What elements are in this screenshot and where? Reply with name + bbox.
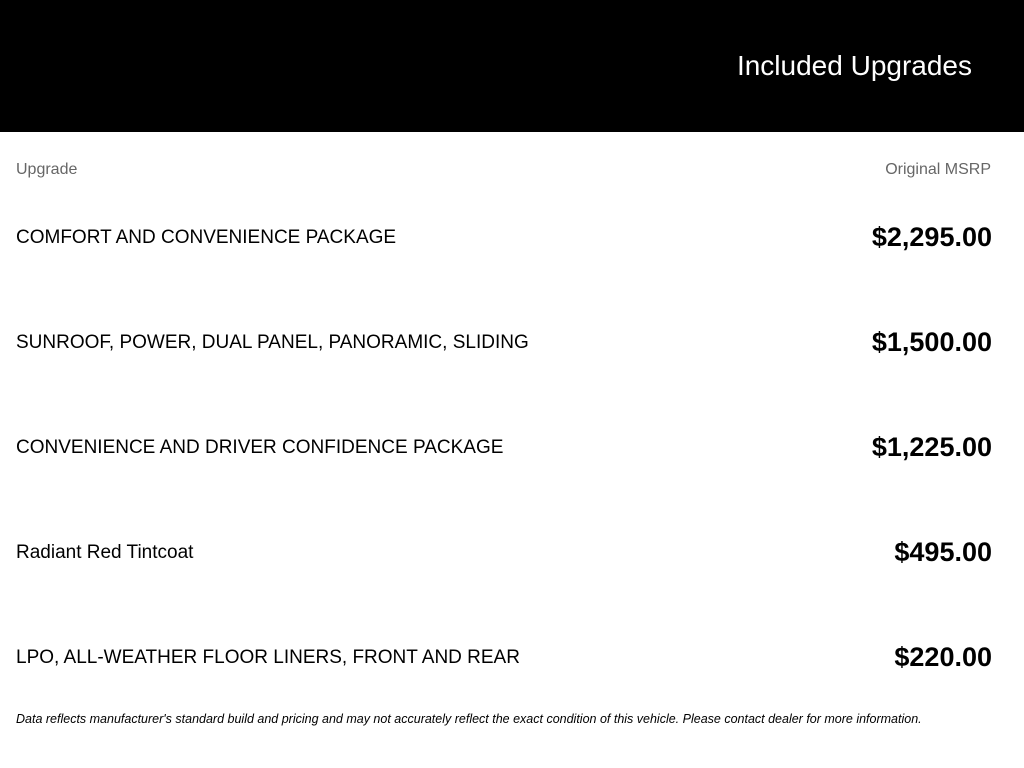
upgrade-name: SUNROOF, POWER, DUAL PANEL, PANORAMIC, SLIDING xyxy=(16,331,529,353)
page-title: Included Upgrades xyxy=(736,50,972,81)
msrp-column-header: Original MSRP xyxy=(885,161,991,178)
upgrade-name: Radiant Red Tintcoat xyxy=(16,541,194,563)
upgrade-name: CONVENIENCE AND DRIVER CONFIDENCE PACKAGE xyxy=(16,436,504,458)
upgrade-price: $1,225.00 xyxy=(871,432,992,462)
list-item xyxy=(16,290,992,395)
list-item xyxy=(16,500,992,605)
list-item xyxy=(16,605,992,710)
upgrades-list xyxy=(16,185,992,710)
upgrade-name: COMFORT AND CONVENIENCE PACKAGE xyxy=(16,226,397,248)
upgrade-price: $2,295.00 xyxy=(871,222,992,252)
header-banner xyxy=(0,0,1024,132)
upgrade-name: LPO, ALL-WEATHER FLOOR LINERS, FRONT AND REAR xyxy=(16,646,520,668)
upgrade-column-header: Upgrade xyxy=(16,161,78,178)
list-item xyxy=(16,395,992,500)
upgrade-price: $1,500.00 xyxy=(871,327,992,357)
upgrade-price: $495.00 xyxy=(894,537,992,567)
column-headers xyxy=(16,160,991,180)
upgrade-price: $220.00 xyxy=(894,642,992,672)
disclaimer-text: Data reflects manufacturer's standard build and pricing and may not accurately reflect the exact condition of this vehicle. Please contact dealer for more information. xyxy=(16,712,922,726)
list-item xyxy=(16,185,992,290)
